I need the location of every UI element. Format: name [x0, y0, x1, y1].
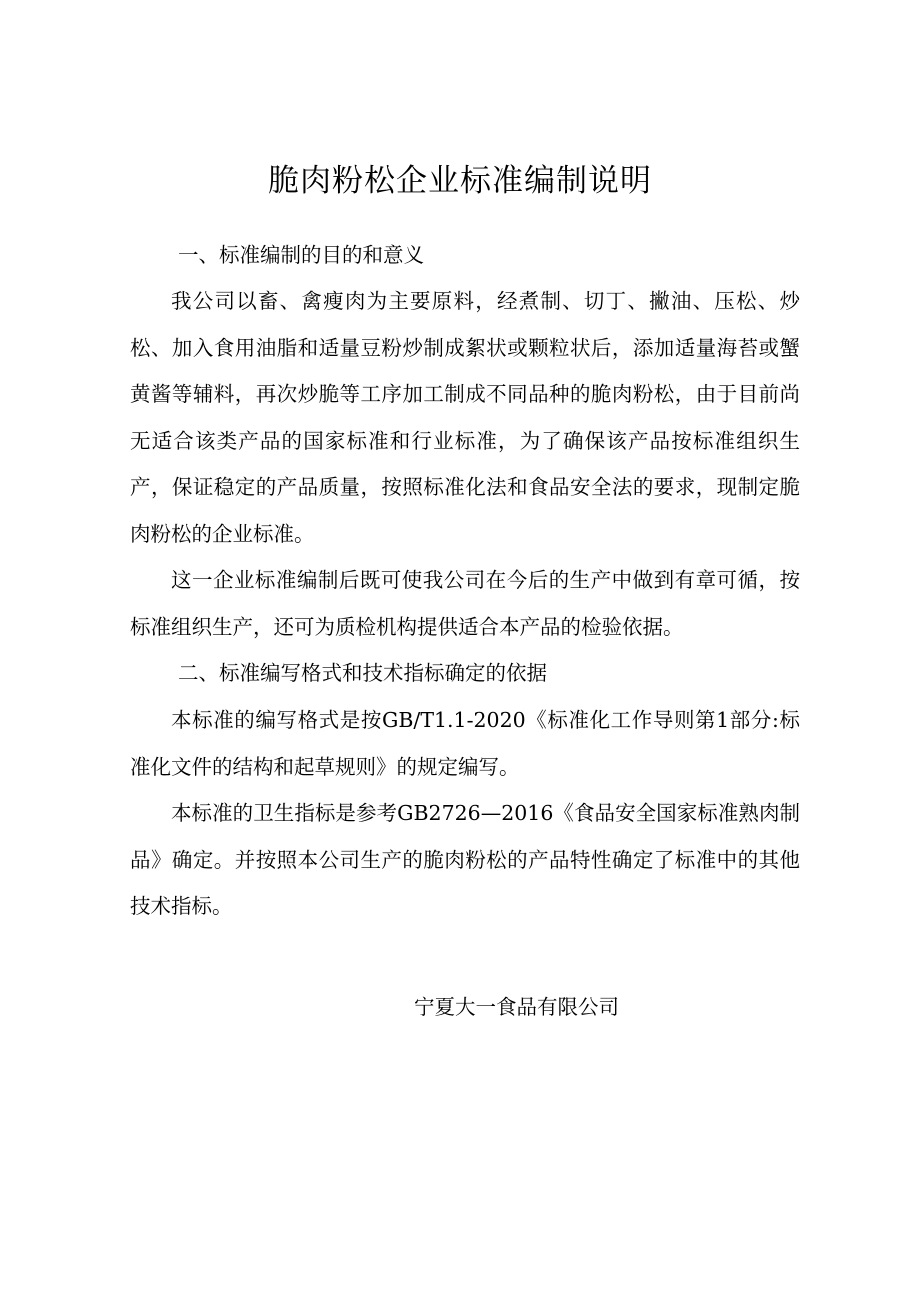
- document-title: 脆肉粉松企业标准编制说明: [268, 163, 652, 199]
- section-2-paragraph-2: 本标准的卫生指标是参考GB2726—2016《食品安全国家标准熟肉制品》确定。并按照本公司生产的脆肉粉松的产品特性确定了标准中的其他技术指标。: [130, 801, 800, 918]
- company-signature: 宁夏大一食品有限公司: [414, 995, 619, 1019]
- section-1-paragraph-2: 这一企业标准编制后既可使我公司在今后的生产中做到有章可循，按标准组织生产，还可为质检机构提供适合本产品的检验依据。: [130, 568, 800, 639]
- section-2-heading: 二、标准编写格式和技术指标确定的依据: [178, 661, 547, 685]
- section-2-paragraph-1: 本标准的编写格式是按GB/T1.1-2020《标准化工作导则第1部分:标准化文件的结构和起草规则》的规定编写。: [130, 708, 800, 779]
- section-1-paragraph-1: 我公司以畜、禽瘦肉为主要原料，经煮制、切丁、撇油、压松、炒松、加入食用油脂和适量豆粉炒制成絮状或颗粒状后，添加适量海苔或蟹黄酱等辅料，再次炒脆等工序加工制成不同品种的脆肉粉松，由于目前尚无适合该类产品的国家标准和行业标准，为了确保该产品按标准组织生产，保证稳定的产品质量，按照标准化法和食品安全法的要求，现制定脆肉粉松的企业标准。: [130, 289, 800, 546]
- section-1-heading: 一、标准编制的目的和意义: [178, 243, 424, 267]
